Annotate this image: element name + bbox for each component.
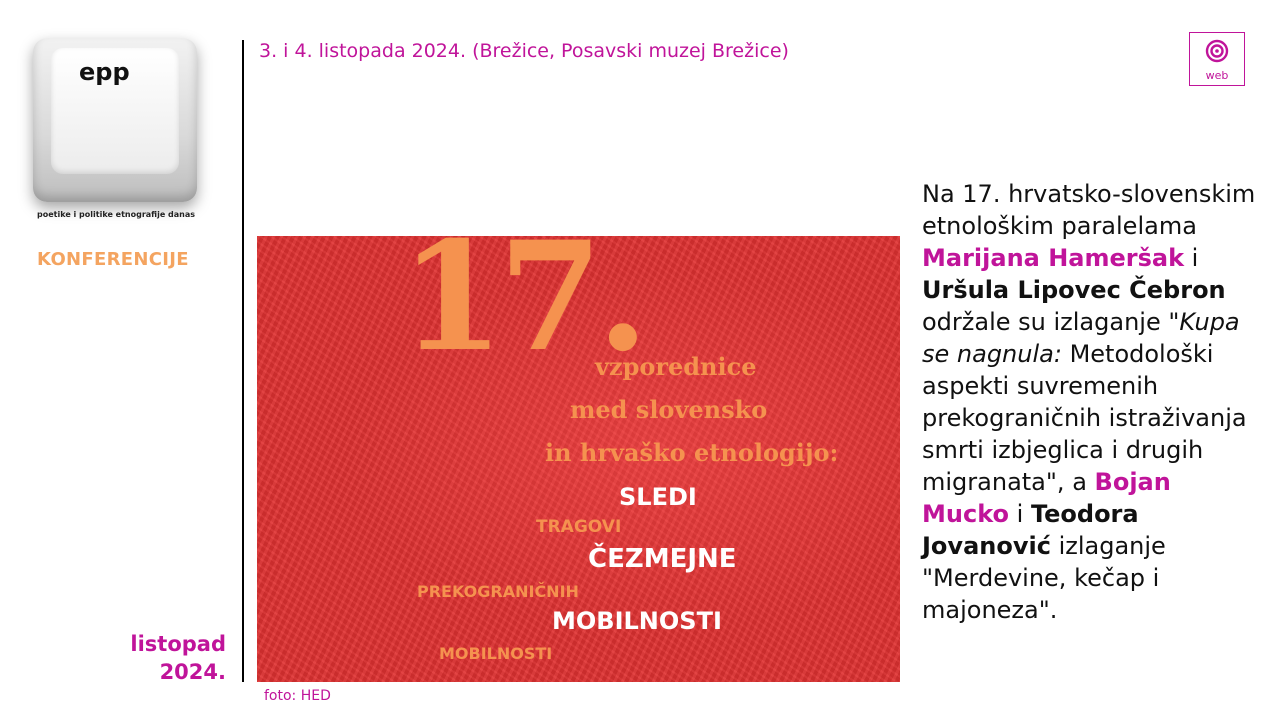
date-label [130, 630, 226, 686]
poster-subtitle-3: in hrvaško etnologijo: [545, 438, 839, 467]
article-text-6: izlaganje "Merdevine, kečap i majoneza". [922, 532, 1166, 624]
event-info: 3. i 4. listopada 2024. (Brežice, Posavski muzej Brežice) [259, 40, 789, 62]
vertical-divider [242, 40, 244, 682]
person-name-teodora: Teodora Jovanović [922, 500, 1139, 560]
talk-title-italic: Kupa se nagnula: [922, 308, 1240, 368]
person-name-bojan: Bojan Mucko [922, 468, 1171, 528]
article-text-1: Na 17. hrvatsko-slovenskim etnološkim paralelama [922, 180, 1256, 240]
year-label: 2024. [159, 660, 226, 684]
logo-text: epp [79, 58, 130, 86]
article-text-2: i [1184, 244, 1199, 272]
article-text-3: održale su izlaganje " [922, 308, 1180, 336]
keycap-face [51, 48, 179, 174]
month-label: listopad [130, 632, 226, 656]
web-button-label: web [1205, 69, 1229, 82]
poster-subtitle-2: med slovensko [570, 395, 768, 424]
poster-number: 17. [400, 236, 643, 385]
poster-word-prekogranicnih: PREKOGRANIČNIH [417, 582, 579, 601]
epp-logo-keycap [33, 38, 197, 202]
poster-subtitle-1: vzporednice [595, 352, 757, 381]
person-name-ursula: Uršula Lipovec Čebron [922, 276, 1226, 304]
poster-image [257, 236, 900, 682]
section-label: KONFERENCIJE [37, 249, 189, 270]
poster-word-sledi: SLEDI [619, 483, 697, 511]
poster-word-tragovi: TRAGOVI [536, 517, 622, 537]
article-text [922, 178, 1262, 626]
poster-word-mobilnosti: MOBILNOSTI [552, 607, 722, 635]
person-name-marijana: Marijana Hameršak [922, 244, 1185, 272]
photo-credit: foto: HED [264, 688, 331, 704]
web-button[interactable] [1189, 32, 1245, 86]
target-icon [1205, 39, 1229, 63]
poster-word-cezmejne: ČEZMEJNE [588, 544, 737, 574]
article-text-4: Metodološki aspekti suvremenih prekograničnih istraživanja smrti izbjeglica i drugih migranata", a [922, 340, 1247, 496]
article-text-5: i [1009, 500, 1031, 528]
poster-word-mobilnosti-hr: MOBILNOSTI [439, 644, 553, 663]
logo-caption: poetike i politike etnografije danas [37, 210, 196, 219]
